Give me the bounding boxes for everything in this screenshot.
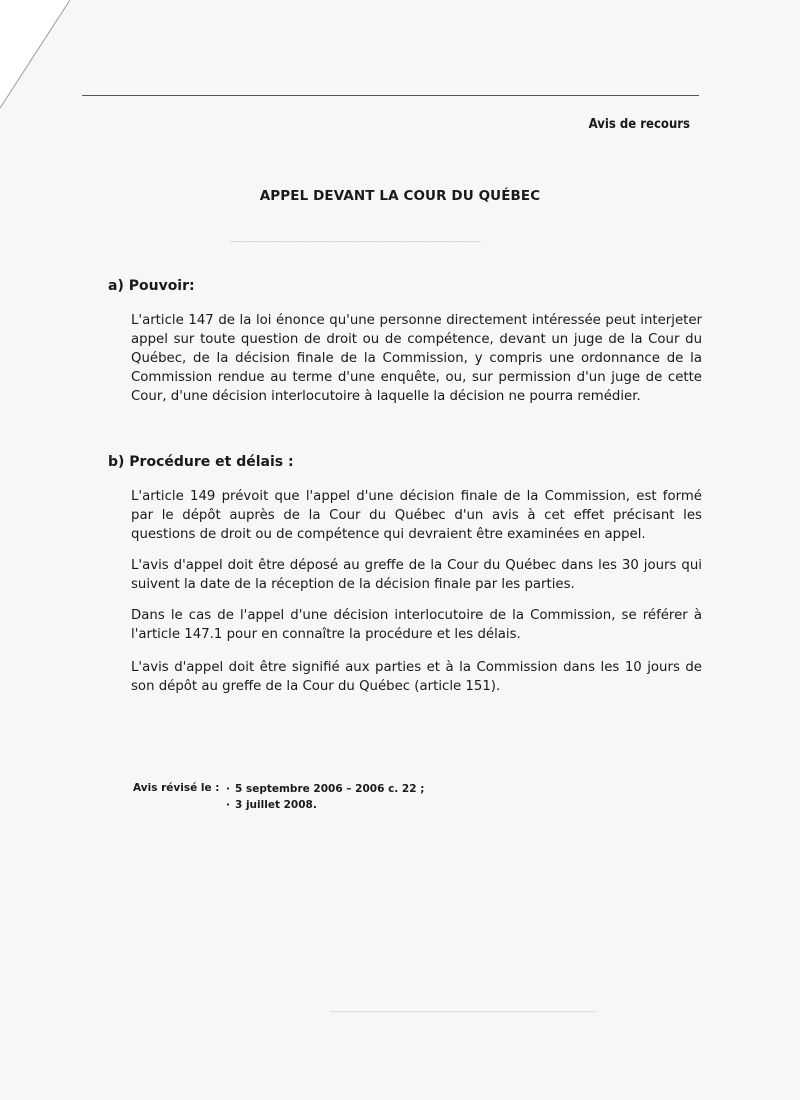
revision-date-list bbox=[226, 781, 424, 813]
paragraph-delai-30-jours: L'avis d'appel doit être déposé au greffe de la Cour du Québec dans les 30 jours qui suivent la date de la réception de la décision finale par les parties. bbox=[131, 558, 702, 592]
folded-corner bbox=[0, 0, 70, 110]
paragraph-pouvoir: L'article 147 de la loi énonce qu'une personne directement intéressée peut interjeter appel sur toute question de droit ou de compétence, devant un juge de la Cour du Québec, de la décision finale de la Commission, y compris une ordonnance de la Commission rendue au terme d'une enquête, ou, sur permission d'un juge de cette Cour, d'une décision interlocutoire à laquelle la décision ne pourra remédier. bbox=[131, 313, 702, 404]
revision-label: Avis révisé le : bbox=[133, 782, 220, 794]
section-heading-procedure: b) Procédure et délais : bbox=[108, 454, 294, 470]
top-rule bbox=[82, 95, 699, 96]
section-heading-pouvoir: a) Pouvoir: bbox=[108, 278, 195, 294]
reverse-side-show-through: ──────────────────────────────── bbox=[230, 235, 481, 250]
paragraph-interlocutoire: Dans le cas de l'appel d'une décision interlocutoire de la Commission, se référer à l'article 147.1 pour en connaître la procédure et les délais. bbox=[131, 608, 702, 642]
header-label: Avis de recours bbox=[588, 117, 690, 132]
paragraph-signification: L'avis d'appel doit être signifié aux parties et à la Commission dans les 10 jours de son dépôt au greffe de la Cour du Québec (article 151). bbox=[131, 660, 702, 694]
revision-date: · 5 septembre 2006 – 2006 c. 22 ; bbox=[226, 781, 424, 797]
document-title: APPEL DEVANT LA COUR DU QUÉBEC bbox=[259, 188, 541, 204]
revision-date: · 3 juillet 2008. bbox=[226, 797, 424, 813]
reverse-side-show-through: ────────────────────────────────── bbox=[330, 1005, 597, 1020]
paragraph-article-149: L'article 149 prévoit que l'appel d'une décision finale de la Commission, est formé par le dépôt auprès de la Cour du Québec d'un avis à cet effet précisant les questions de droit ou de compétence qui devraient être examinées en appel. bbox=[131, 489, 702, 542]
